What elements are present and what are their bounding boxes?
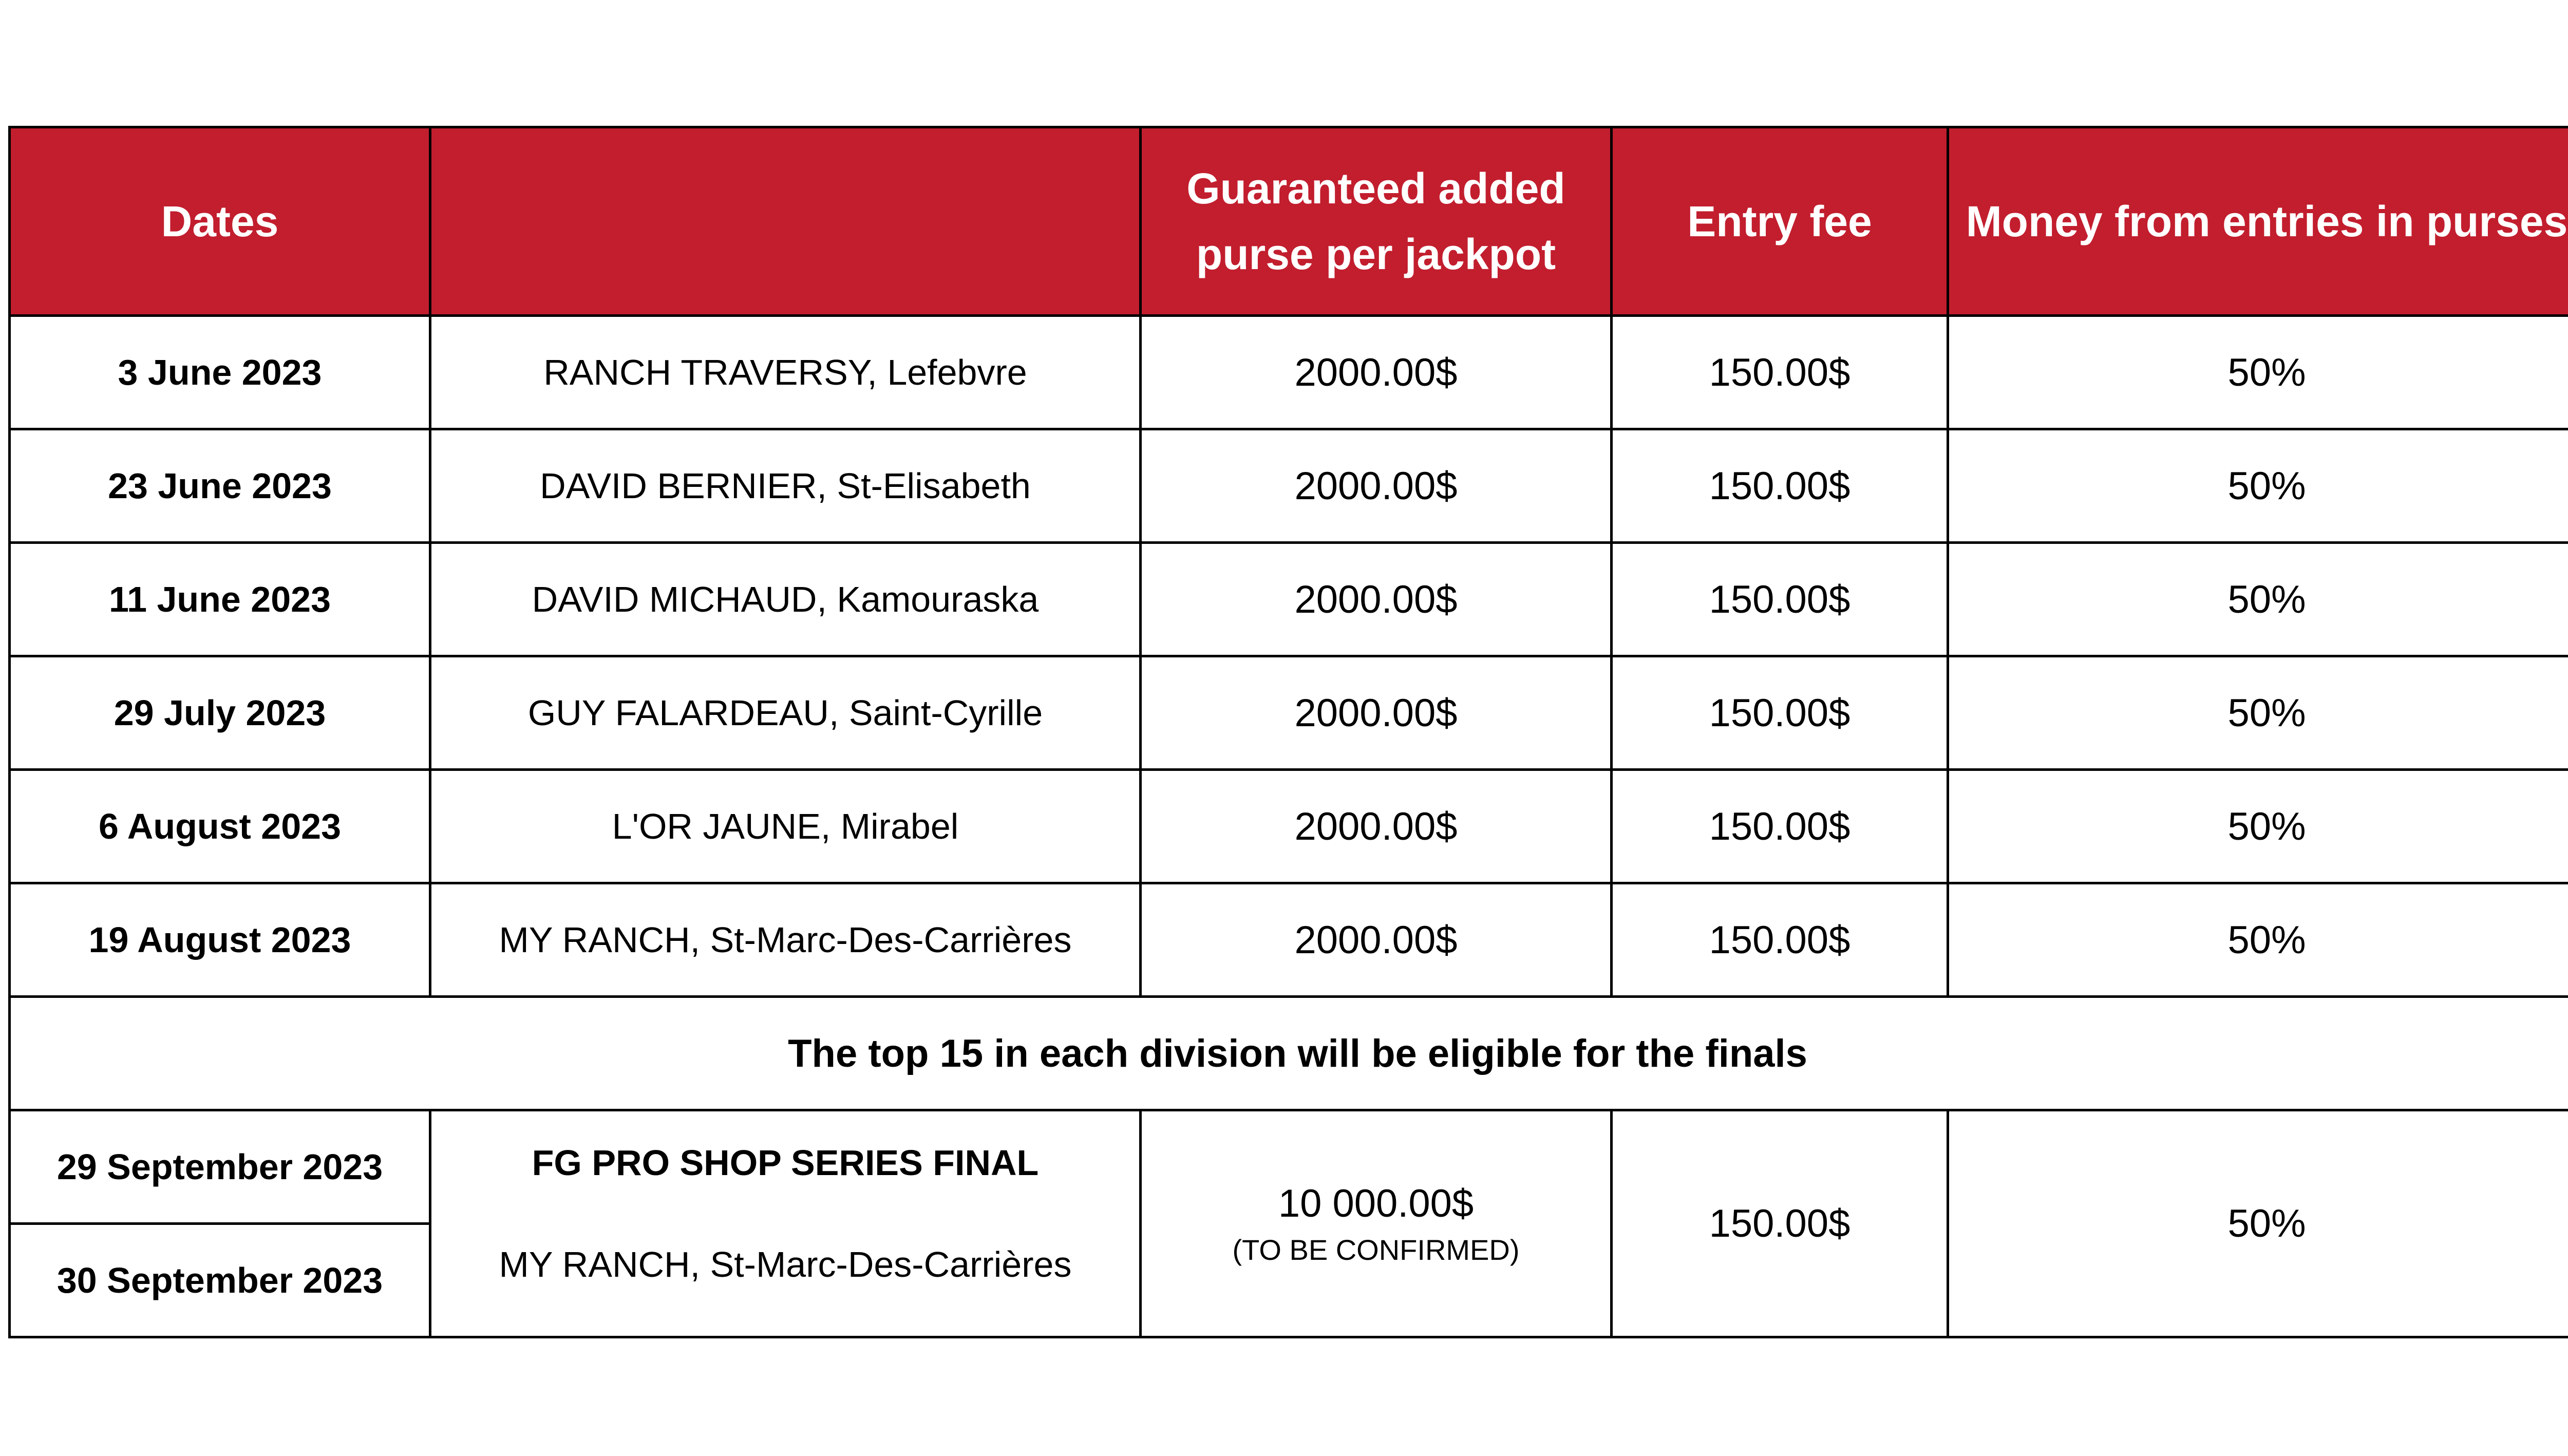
event-venue: DAVID MICHAUD, Kamouraska — [430, 543, 1141, 656]
table-row — [10, 429, 2568, 543]
event-entry-fee: 150.00$ — [1612, 316, 1948, 429]
final-date-2: 30 September 2023 — [10, 1224, 430, 1337]
table-row — [10, 656, 2568, 770]
event-entry-fee: 150.00$ — [1612, 429, 1948, 543]
event-money-share: 50% — [1948, 316, 2568, 429]
event-venue: DAVID BERNIER, St-Elisabeth — [430, 429, 1141, 543]
event-date: 23 June 2023 — [10, 429, 430, 543]
table-row — [10, 770, 2568, 883]
final-purse: 10 000.00$ — [1278, 1181, 1474, 1225]
table-row — [10, 543, 2568, 656]
event-money-share: 50% — [1948, 543, 2568, 656]
event-purse: 2000.00$ — [1141, 543, 1612, 656]
event-date: 3 June 2023 — [10, 316, 430, 429]
header-venue — [430, 127, 1141, 316]
finals-eligibility-row — [10, 997, 2568, 1110]
event-purse: 2000.00$ — [1141, 656, 1612, 770]
table-header-row — [10, 127, 2568, 316]
event-venue: GUY FALARDEAU, Saint-Cyrille — [430, 656, 1141, 770]
final-entry-fee: 150.00$ — [1612, 1110, 1948, 1337]
final-event-cell — [430, 1110, 1141, 1337]
header-entry-fee: Entry fee — [1612, 127, 1948, 316]
finals-eligibility-note: The top 15 in each division will be eligible for the finals — [10, 997, 2568, 1110]
event-purse: 2000.00$ — [1141, 429, 1612, 543]
event-date: 19 August 2023 — [10, 883, 430, 997]
event-date: 29 July 2023 — [10, 656, 430, 770]
event-purse: 2000.00$ — [1141, 770, 1612, 883]
final-date-1: 29 September 2023 — [10, 1110, 430, 1224]
event-date: 6 August 2023 — [10, 770, 430, 883]
event-entry-fee: 150.00$ — [1612, 770, 1948, 883]
final-purse-note: (TO BE CONFIRMED) — [1232, 1233, 1520, 1266]
event-entry-fee: 150.00$ — [1612, 883, 1948, 997]
event-entry-fee: 150.00$ — [1612, 543, 1948, 656]
event-entry-fee: 150.00$ — [1612, 656, 1948, 770]
final-row — [10, 1110, 2568, 1224]
final-purse-cell — [1141, 1110, 1612, 1337]
final-money-share: 50% — [1948, 1110, 2568, 1337]
event-purse: 2000.00$ — [1141, 883, 1612, 997]
header-money-from-entries: Money from entries in purses — [1948, 127, 2568, 316]
event-money-share: 50% — [1948, 656, 2568, 770]
header-dates: Dates — [10, 127, 430, 316]
table-row — [10, 883, 2568, 997]
header-purse: Guaranteed added purse per jackpot — [1141, 127, 1612, 316]
event-venue: L'OR JAUNE, Mirabel — [430, 770, 1141, 883]
event-money-share: 50% — [1948, 429, 2568, 543]
event-purse: 2000.00$ — [1141, 316, 1612, 429]
final-event-venue: MY RANCH, St-Marc-Des-Carrières — [499, 1244, 1072, 1284]
table-row — [10, 316, 2568, 429]
event-money-share: 50% — [1948, 883, 2568, 997]
event-venue: RANCH TRAVERSY, Lefebvre — [430, 316, 1141, 429]
event-money-share: 50% — [1948, 770, 2568, 883]
final-event-title: FG PRO SHOP SERIES FINAL — [532, 1142, 1039, 1183]
event-venue: MY RANCH, St-Marc-Des-Carrières — [430, 883, 1141, 997]
events-schedule-table — [8, 126, 2568, 1338]
event-date: 11 June 2023 — [10, 543, 430, 656]
